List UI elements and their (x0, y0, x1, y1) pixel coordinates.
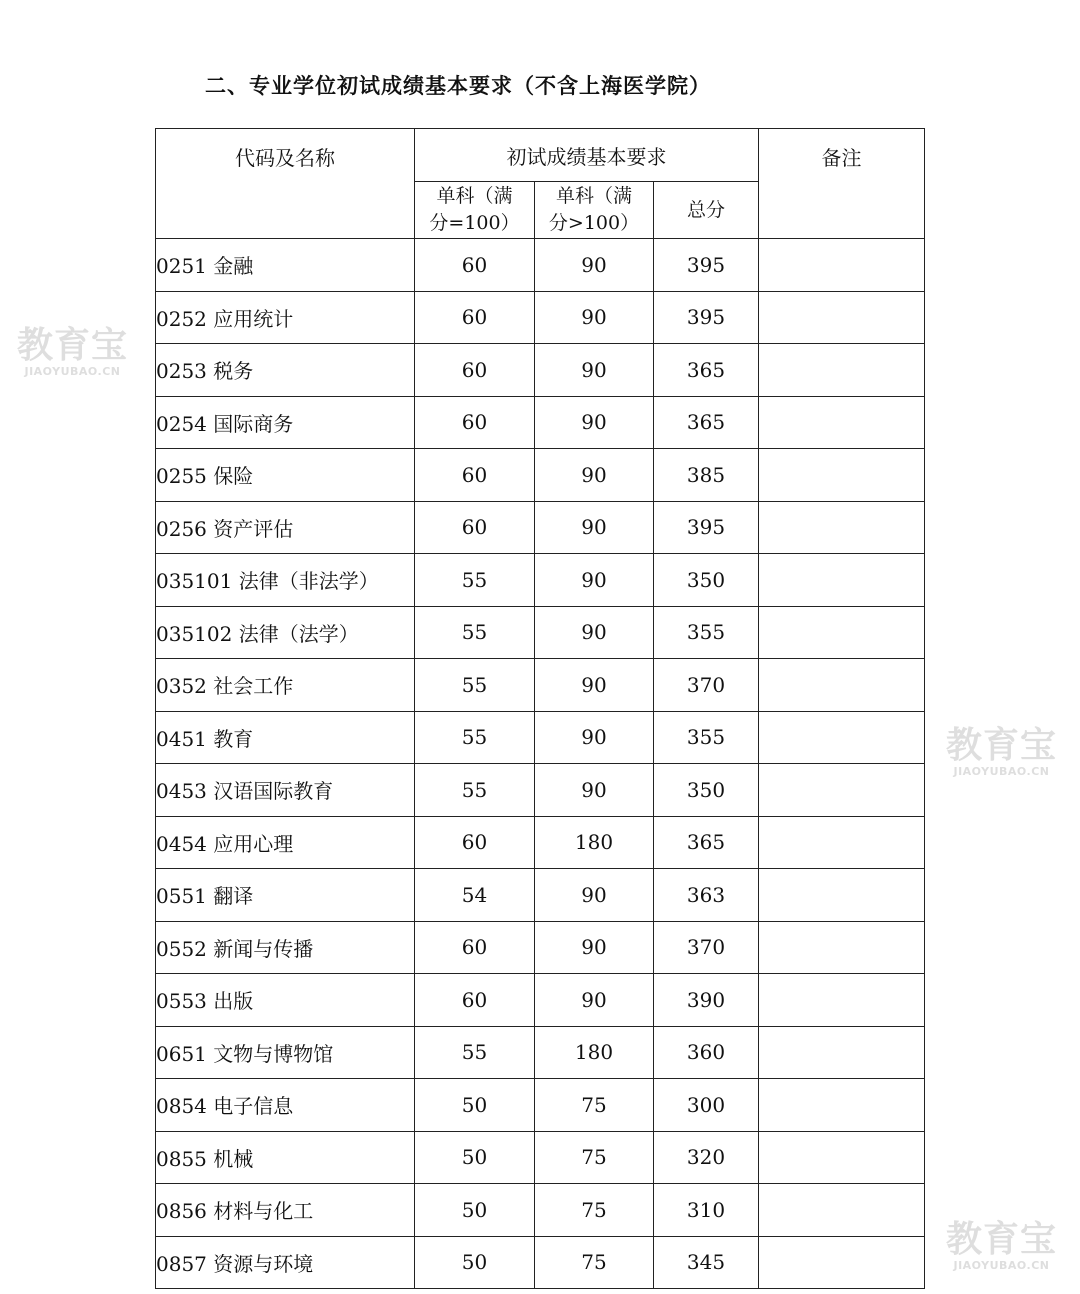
table-row (156, 1236, 925, 1289)
program-code-name: 035102 法律（法学） (156, 606, 415, 659)
single-subject-over-100-score: 90 (535, 291, 654, 344)
table-row (156, 554, 925, 607)
total-score: 363 (654, 869, 759, 922)
single-subject-100-score: 60 (415, 974, 535, 1027)
single-subject-over-100-score: 75 (535, 1184, 654, 1237)
table-row (156, 974, 925, 1027)
total-score: 345 (654, 1236, 759, 1289)
total-score: 365 (654, 396, 759, 449)
single-subject-over-100-score: 90 (535, 921, 654, 974)
note-cell (759, 344, 925, 397)
table-row (156, 1079, 925, 1132)
program-code-name: 0856 材料与化工 (156, 1184, 415, 1237)
header-single-subject-over-100: 单科（满 分>100） (535, 182, 654, 239)
program-code-name: 0255 保险 (156, 449, 415, 502)
total-score: 395 (654, 291, 759, 344)
total-score: 355 (654, 606, 759, 659)
total-score: 370 (654, 921, 759, 974)
total-score: 320 (654, 1131, 759, 1184)
single-subject-100-score: 60 (415, 291, 535, 344)
total-score: 350 (654, 764, 759, 817)
note-cell (759, 1184, 925, 1237)
single-subject-over-100-score: 180 (535, 1026, 654, 1079)
program-code-name: 0352 社会工作 (156, 659, 415, 712)
single-subject-100-score: 50 (415, 1131, 535, 1184)
single-subject-over-100-score: 90 (535, 396, 654, 449)
single-subject-100-score: 60 (415, 344, 535, 397)
table-row (156, 291, 925, 344)
header-note: 备注 (759, 129, 925, 239)
single-subject-over-100-score: 90 (535, 554, 654, 607)
table-row (156, 396, 925, 449)
watermark-right-middle: 教育宝 JIAOYUBAO.CN (946, 725, 1058, 778)
single-subject-over-100-score: 90 (535, 449, 654, 502)
header-single-subject-100: 单科（满 分=100） (415, 182, 535, 239)
table-row (156, 869, 925, 922)
note-cell (759, 449, 925, 502)
single-subject-100-score: 60 (415, 921, 535, 974)
single-subject-100-score: 60 (415, 501, 535, 554)
single-subject-over-100-score: 75 (535, 1236, 654, 1289)
single-subject-over-100-score: 90 (535, 344, 654, 397)
watermark-right-bottom: 教育宝 JIAOYUBAO.CN (946, 1219, 1058, 1272)
note-cell (759, 1236, 925, 1289)
program-code-name: 0651 文物与博物馆 (156, 1026, 415, 1079)
single-subject-100-score: 55 (415, 711, 535, 764)
single-subject-over-100-score: 90 (535, 974, 654, 1027)
table-row (156, 606, 925, 659)
single-subject-over-100-score: 90 (535, 606, 654, 659)
single-subject-100-score: 50 (415, 1079, 535, 1132)
note-cell (759, 974, 925, 1027)
single-subject-100-score: 55 (415, 554, 535, 607)
page-title: 二、专业学位初试成绩基本要求（不含上海医学院） (205, 74, 711, 98)
total-score: 300 (654, 1079, 759, 1132)
table-row (156, 764, 925, 817)
note-cell (759, 606, 925, 659)
single-subject-over-100-score: 90 (535, 869, 654, 922)
single-subject-100-score: 50 (415, 1184, 535, 1237)
table-row (156, 449, 925, 502)
program-code-name: 0551 翻译 (156, 869, 415, 922)
total-score: 365 (654, 344, 759, 397)
table-row (156, 711, 925, 764)
score-requirements-table (155, 128, 925, 1289)
note-cell (759, 291, 925, 344)
program-code-name: 0552 新闻与传播 (156, 921, 415, 974)
watermark-left: 教育宝 JIAOYUBAO.CN (17, 325, 129, 378)
total-score: 310 (654, 1184, 759, 1237)
table-row (156, 1026, 925, 1079)
note-cell (759, 501, 925, 554)
total-score: 360 (654, 1026, 759, 1079)
table-body (156, 239, 925, 1289)
table-row (156, 921, 925, 974)
note-cell (759, 659, 925, 712)
table-row (156, 344, 925, 397)
note-cell (759, 396, 925, 449)
single-subject-100-score: 55 (415, 606, 535, 659)
total-score: 350 (654, 554, 759, 607)
program-code-name: 0251 金融 (156, 239, 415, 292)
single-subject-over-100-score: 75 (535, 1131, 654, 1184)
note-cell (759, 711, 925, 764)
program-code-name: 0454 应用心理 (156, 816, 415, 869)
table-row (156, 1131, 925, 1184)
total-score: 370 (654, 659, 759, 712)
single-subject-100-score: 60 (415, 239, 535, 292)
single-subject-over-100-score: 90 (535, 659, 654, 712)
note-cell (759, 869, 925, 922)
single-subject-100-score: 55 (415, 764, 535, 817)
program-code-name: 0451 教育 (156, 711, 415, 764)
note-cell (759, 239, 925, 292)
program-code-name: 0254 国际商务 (156, 396, 415, 449)
note-cell (759, 816, 925, 869)
table-row (156, 239, 925, 292)
header-code-name: 代码及名称 (156, 129, 415, 239)
note-cell (759, 1026, 925, 1079)
note-cell (759, 554, 925, 607)
single-subject-100-score: 60 (415, 449, 535, 502)
program-code-name: 0553 出版 (156, 974, 415, 1027)
total-score: 395 (654, 239, 759, 292)
single-subject-100-score: 50 (415, 1236, 535, 1289)
header-score-requirements: 初试成绩基本要求 (415, 129, 759, 182)
note-cell (759, 1079, 925, 1132)
note-cell (759, 1131, 925, 1184)
program-code-name: 0253 税务 (156, 344, 415, 397)
single-subject-over-100-score: 90 (535, 239, 654, 292)
program-code-name: 0256 资产评估 (156, 501, 415, 554)
program-code-name: 0854 电子信息 (156, 1079, 415, 1132)
program-code-name: 0855 机械 (156, 1131, 415, 1184)
table-row (156, 816, 925, 869)
table-row (156, 659, 925, 712)
total-score: 395 (654, 501, 759, 554)
single-subject-100-score: 60 (415, 816, 535, 869)
header-total-score: 总分 (654, 182, 759, 239)
table-header-row (156, 129, 925, 182)
single-subject-100-score: 55 (415, 1026, 535, 1079)
program-code-name: 0453 汉语国际教育 (156, 764, 415, 817)
total-score: 355 (654, 711, 759, 764)
table-row (156, 1184, 925, 1237)
table-row (156, 501, 925, 554)
total-score: 365 (654, 816, 759, 869)
note-cell (759, 921, 925, 974)
single-subject-100-score: 60 (415, 396, 535, 449)
single-subject-over-100-score: 180 (535, 816, 654, 869)
program-code-name: 0857 资源与环境 (156, 1236, 415, 1289)
total-score: 385 (654, 449, 759, 502)
program-code-name: 035101 法律（非法学） (156, 554, 415, 607)
single-subject-over-100-score: 90 (535, 711, 654, 764)
single-subject-100-score: 55 (415, 659, 535, 712)
total-score: 390 (654, 974, 759, 1027)
note-cell (759, 764, 925, 817)
single-subject-over-100-score: 90 (535, 764, 654, 817)
program-code-name: 0252 应用统计 (156, 291, 415, 344)
single-subject-100-score: 54 (415, 869, 535, 922)
single-subject-over-100-score: 75 (535, 1079, 654, 1132)
single-subject-over-100-score: 90 (535, 501, 654, 554)
